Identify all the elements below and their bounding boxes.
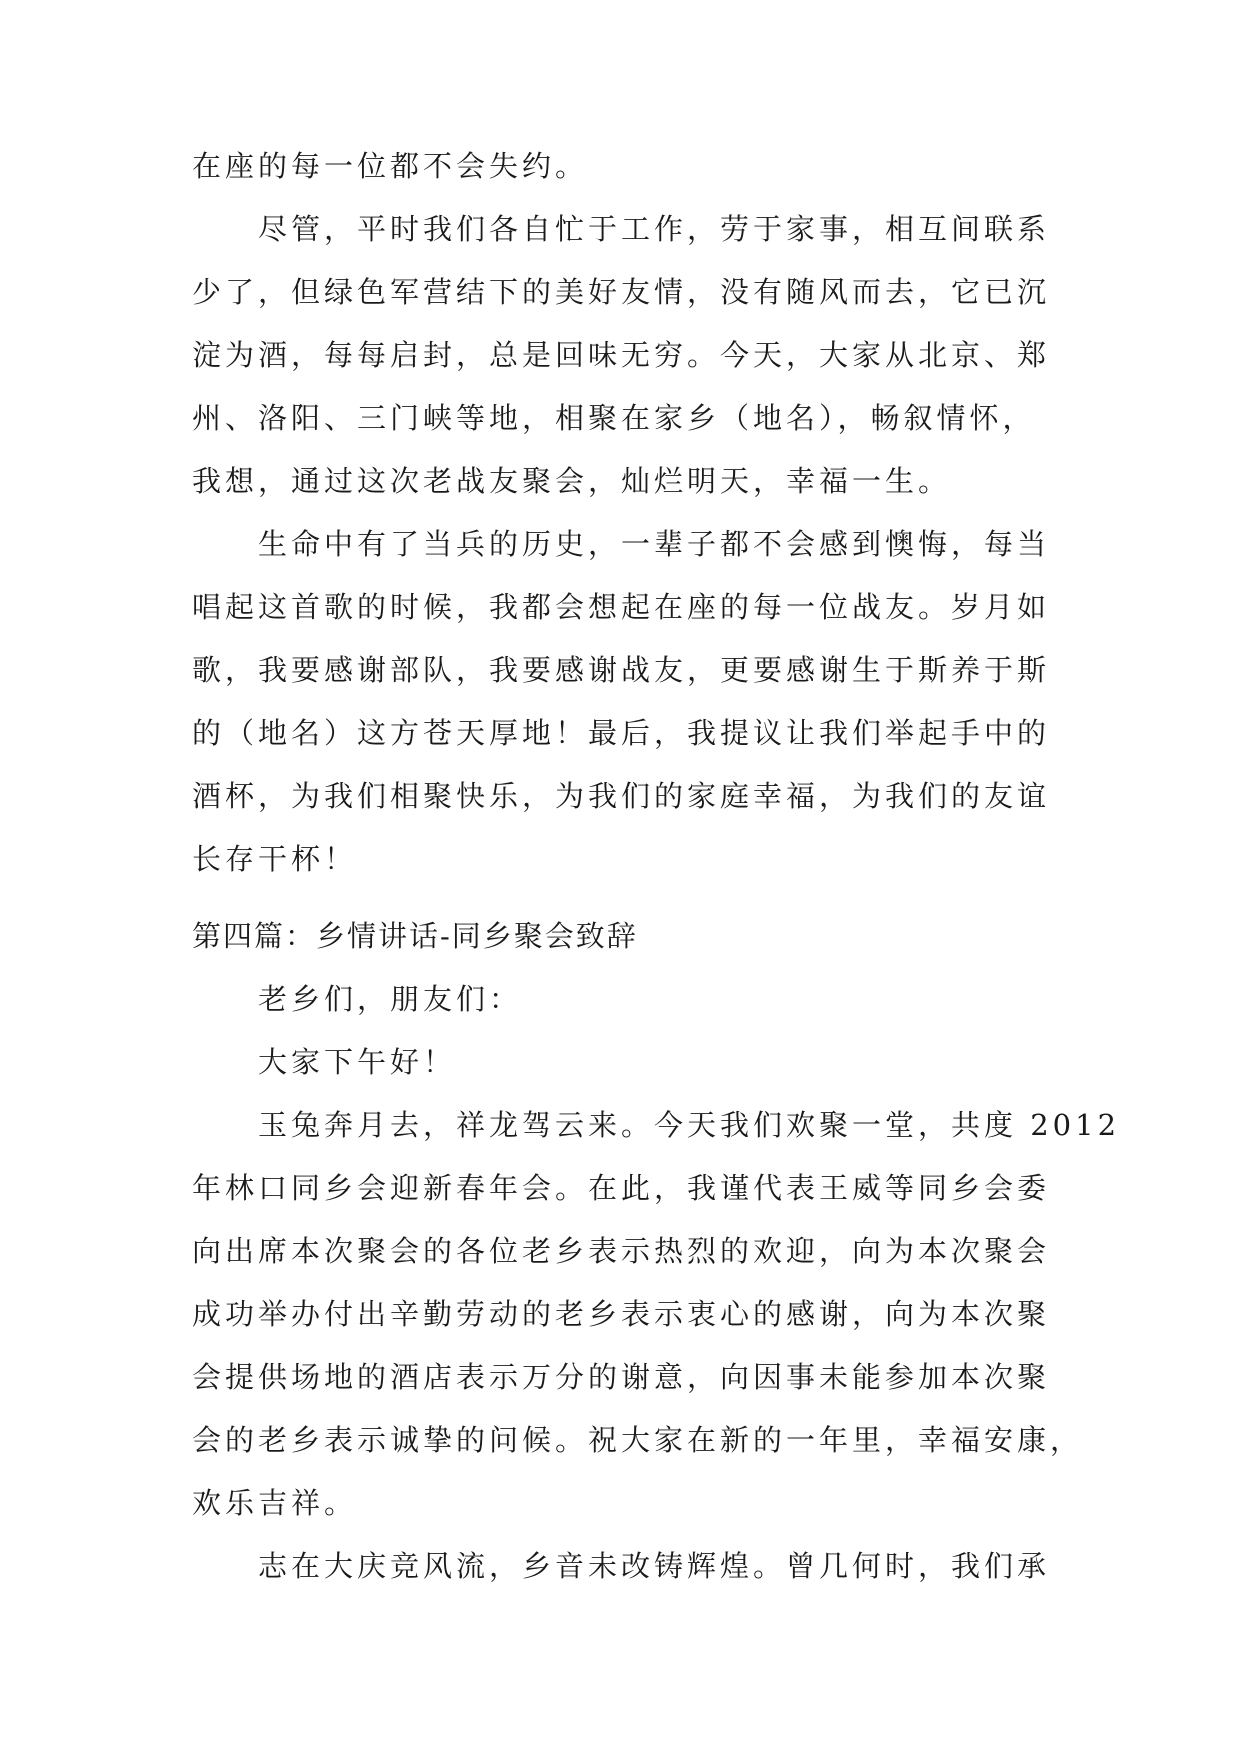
section-heading: 第四篇：乡情讲话-同乡聚会致辞 [192, 919, 638, 953]
text-line: 淀为酒，每每启封，总是回味无穷。今天，大家从北京、郑 [192, 338, 1051, 372]
text-line: 向出席本次聚会的各位老乡表示热烈的欢迎，向为本次聚会 [192, 1234, 1051, 1268]
text-line: 酒杯，为我们相聚快乐，为我们的家庭幸福，为我们的友谊 [192, 779, 1051, 813]
text-line: 成功举办付出辛勤劳动的老乡表示衷心的感谢，向为本次聚 [192, 1297, 1051, 1331]
text-line: 大家下午好！ [258, 1045, 457, 1079]
text-line: 会提供场地的酒店表示万分的谢意，向因事未能参加本次聚 [192, 1360, 1051, 1394]
text-line: 长存干杯！ [192, 842, 358, 876]
text-line: 志在大庆竞风流，乡音未改铸辉煌。曾几何时，我们承 [258, 1549, 1051, 1583]
text-line: 尽管，平时我们各自忙于工作，劳于家事，相互间联系 [258, 212, 1051, 246]
text-line: 在座的每一位都不会失约。 [192, 149, 589, 183]
text-line: 生命中有了当兵的历史，一辈子都不会感到懊悔，每当 [258, 527, 1051, 561]
speech-part-two [192, 968, 1121, 1598]
text-line: 年林口同乡会迎新春年会。在此，我谨代表王威等同乡会委 [192, 1171, 1051, 1205]
text-line: 唱起这首歌的时候，我都会想起在座的每一位战友。岁月如 [192, 590, 1051, 624]
section-heading-block [192, 905, 1052, 968]
text-line: 会的老乡表示诚挚的问候。祝大家在新的一年里，幸福安康， [192, 1423, 1084, 1457]
text-line: 的（地名）这方苍天厚地！最后，我提议让我们举起手中的 [192, 716, 1051, 750]
text-line: 玉兔奔月去，祥龙驾云来。今天我们欢聚一堂，共度 2012 [258, 1108, 1121, 1142]
speech-part-one [192, 135, 1052, 891]
text-line: 州、洛阳、三门峡等地，相聚在家乡（地名），畅叙情怀， [192, 401, 1036, 435]
text-line: 少了，但绿色军营结下的美好友情，没有随风而去，它已沉 [192, 275, 1051, 309]
text-line: 歌，我要感谢部队，我要感谢战友，更要感谢生于斯养于斯 [192, 653, 1051, 687]
text-line: 老乡们，朋友们： [258, 982, 523, 1016]
text-line: 我想，通过这次老战友聚会，灿烂明天，幸福一生。 [192, 464, 952, 498]
text-line: 欢乐吉祥。 [192, 1486, 358, 1520]
